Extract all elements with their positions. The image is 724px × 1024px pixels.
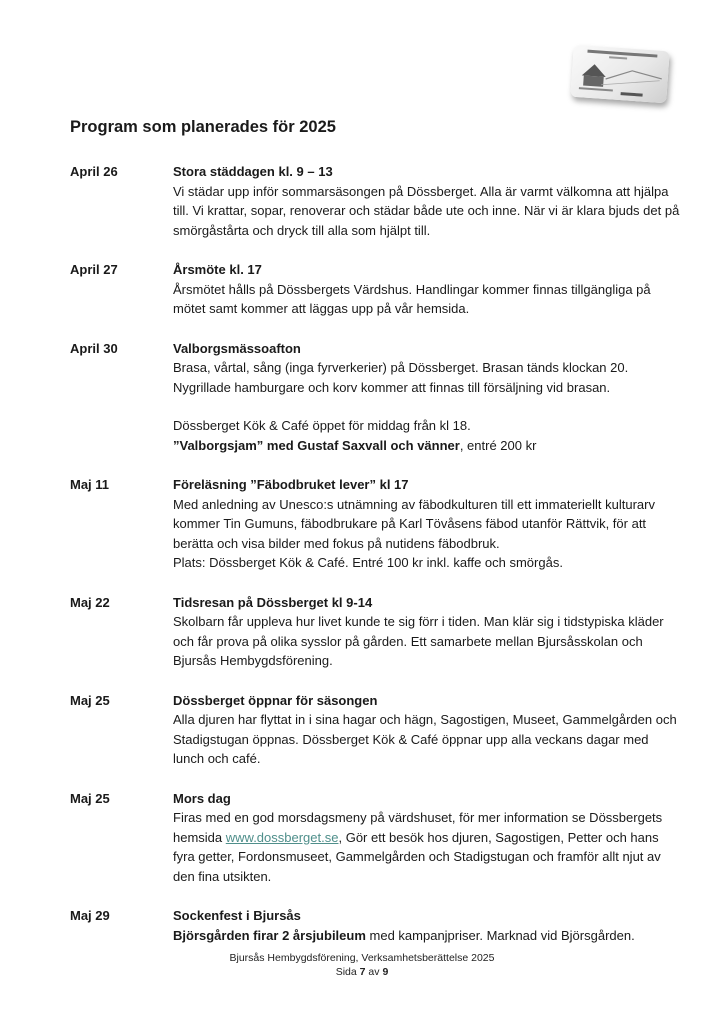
event-body: [173, 593, 680, 671]
current-page: 7: [359, 966, 366, 978]
total-pages: 9: [382, 966, 389, 978]
event-description: Skolbarn får uppleva hur livet kunde te sig förr i tiden. Man klär sig i tidstypiska kläder och får prova på olika sysslor på gården. Ett samarbete mellan Bjursåsskolan och Bjursås Hembygdsförening.: [173, 614, 664, 668]
event-body: [173, 691, 680, 769]
event-description: Alla djuren har flyttat in i sina hagar och hägn, Sagostigen, Museet, Gammelgården och Stadigstugan öppnas. Dössberget Kök & Café öppnar upp alla veckans dagar med lunch och café.: [173, 712, 677, 766]
event-body: [173, 162, 680, 240]
dossberget-website-link[interactable]: www.dossberget.se: [225, 829, 339, 845]
event-description: [173, 808, 680, 886]
description-text-after-link: , Gör ett besök hos djuren, Sagostigen, Petter och hans fyra getter, Fordonsmuseet, Gammelgården och Stadigstugan och framför allt njut av den fina utsikten.: [173, 829, 661, 884]
event-item: [70, 789, 680, 887]
event-program-list: [70, 162, 680, 965]
event-description: Vi städar upp inför sommarsäsongen på Dössberget. Alla är varmt välkomna att hjälpa till. Vi krattar, sopar, renoverar och städar både ute och inne. När vi är klara bjuds det på smörgåstårta och dryck till alla som hjälpt till.: [173, 183, 680, 238]
event-title: Mors dag: [173, 790, 231, 806]
concert-title: ”Valborgsjam” med Gustaf Saxvall och vänner: [173, 437, 460, 453]
event-item: [70, 475, 680, 573]
footer-document-title: Bjursås Hembygdsförening, Verksamhetsberättelse 2025: [229, 952, 495, 964]
page-prefix: Sida: [335, 966, 360, 978]
event-title: Stora städdagen kl. 9 – 13: [173, 164, 333, 179]
event-date: April 27: [70, 262, 118, 277]
event-date: Maj 29: [70, 908, 110, 923]
event-description: Brasa, vårtal, sång (inga fyrverkerier) på Dössberget. Brasan tänds klockan 20. Nygrillade hamburgare och korv kommer att finnas till försäljning vid brasan.: [173, 360, 629, 395]
event-date: Maj 11: [70, 477, 110, 492]
event-item: [70, 593, 680, 671]
event-date: Maj 25: [70, 692, 110, 708]
event-item: [70, 162, 680, 240]
event-date: Maj 22: [70, 594, 110, 610]
event-body: [173, 475, 680, 573]
event-body: [173, 906, 680, 945]
event-title: Valborgsmässoafton: [173, 340, 301, 356]
event-venue: Plats: Dössberget Kök & Café. Entré 100 kr inkl. kaffe och smörgås.: [173, 555, 563, 570]
event-body: [173, 339, 680, 456]
event-date: Maj 25: [70, 790, 110, 806]
page-title: Program som planerades för 2025: [70, 118, 336, 136]
event-date: April 26: [70, 164, 118, 179]
event-description: [173, 926, 680, 946]
anniversary-rest: med kampanjpriser. Marknad vid Björsgården.: [365, 927, 635, 943]
description-text-before-link: Firas med en god morsdagsmeny på värdshuset, för mer information se Dössbergets hemsida: [173, 810, 663, 845]
event-title: Årsmöte kl. 17: [173, 262, 262, 277]
logo-drawing-icon: [570, 45, 669, 104]
hembygdsforening-logo-icon: [570, 45, 669, 104]
event-item: [70, 906, 680, 945]
event-description: Årsmötet hålls på Dössbergets Värdshus. Handlingar kommer finnas tillgängliga på mötet samt kommer att läggas upp på vår hemsida.: [173, 281, 651, 316]
page-separator: av: [365, 966, 383, 978]
event-title: Dössberget öppnar för säsongen: [173, 692, 378, 708]
event-item: [70, 260, 680, 319]
event-item: [70, 691, 680, 769]
event-title: Sockenfest i Bjursås: [173, 908, 301, 923]
event-concert-info: [173, 436, 680, 456]
event-title: Föreläsning ”Fäbodbruket lever” kl 17: [173, 477, 409, 492]
anniversary-highlight: Björsgården firar 2 årsjubileum: [173, 927, 366, 943]
concert-price: , entré 200 kr: [459, 437, 537, 453]
page-footer: [0, 951, 724, 979]
event-title: Tidsresan på Dössberget kl 9-14: [173, 594, 373, 610]
event-description: Med anledning av Unesco:s utnämning av fäbodkulturen till ett immateriellt kulturarv kommer Tin Gumuns, fäbodbrukare på Karl Tövåsens fäbod utanför Rättvik, för att berätta och visa bilder med fokus på nutidens fäbodbruk.: [173, 496, 655, 551]
event-body: [173, 789, 680, 887]
event-item: [70, 339, 680, 456]
event-date: April 30: [70, 340, 118, 356]
event-body: [173, 260, 680, 319]
event-cafe-info: Dössberget Kök & Café öppet för middag från kl 18.: [173, 418, 471, 433]
footer-page-number: [0, 965, 724, 979]
